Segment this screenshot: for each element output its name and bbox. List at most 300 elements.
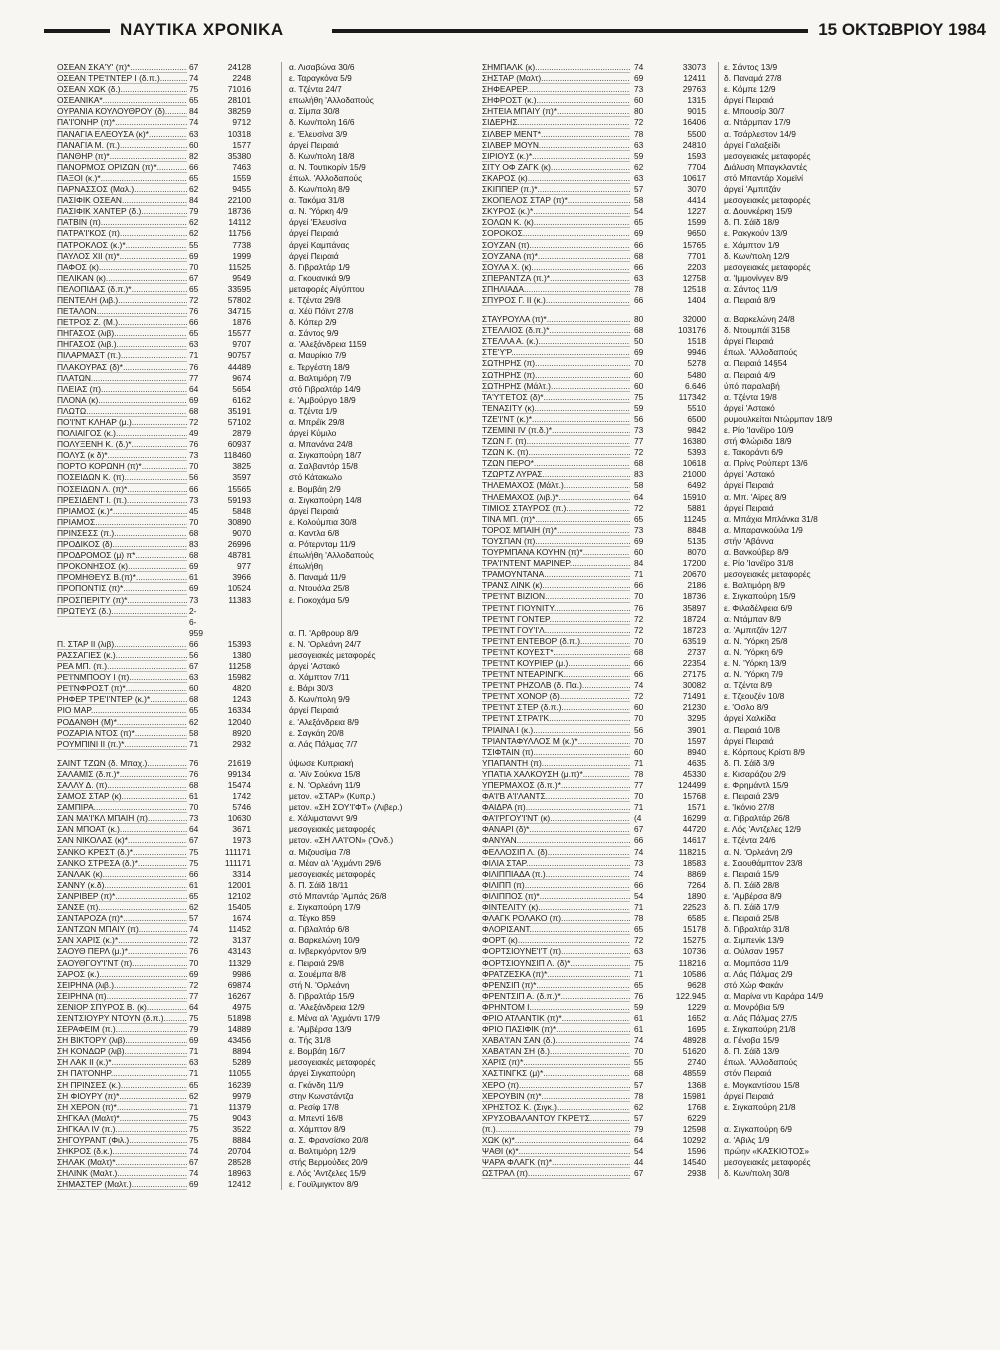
ship-name: ΦΙΝΤΕΛΙΤΥ (κ) ..... — [482, 902, 630, 913]
build-year: 71 — [189, 1101, 199, 1112]
ship-status: α. Μαυρίκιο 7/9 — [289, 350, 347, 361]
ship-name: ΦΛΑΓΚ ΡΟΛΑΚΟ (π) ..... — [482, 913, 630, 924]
build-year: 77 — [634, 436, 644, 447]
ship-name: ΣΗΚΡΟΣ (δ.κ.) ..... — [57, 1146, 187, 1157]
ship-name: ΣΑΝΤΑΡΟΖΑ (π)* ..... — [57, 913, 187, 924]
build-year: 68 — [634, 325, 644, 336]
ship-status: α. Βαρκελώνη 24/8 — [724, 314, 795, 325]
tonnage: 20670 — [682, 569, 706, 580]
ship-name: ΤΡΕ'Ι'ΝΤ ΒΙΖΙΟΝ ..... — [482, 591, 630, 602]
build-year: 84 — [634, 558, 644, 569]
build-year: 73 — [189, 494, 199, 505]
ship-status: α. 'Αμπιτζάν 12/7 — [724, 624, 788, 635]
page-header — [44, 20, 986, 44]
ship-entry — [482, 869, 952, 880]
tonnage: 16334 — [227, 705, 251, 716]
ship-status: άργεί 'Αστακό — [724, 469, 775, 480]
left-column — [57, 62, 477, 1190]
ship-status: α. Σ. Φρανσίσκο 20/8 — [289, 1135, 369, 1145]
ship-entry — [482, 414, 952, 425]
tonnage: 8940 — [687, 746, 706, 757]
build-year: 75 — [189, 84, 199, 95]
ship-status: άργεί Πειραιά — [724, 336, 774, 347]
ship-status: ε. Λός 'Αντζελες 12/9 — [724, 824, 801, 835]
ship-name: ΣΑΛΛΥ Δ. (π) ..... — [57, 780, 187, 791]
ship-entry — [57, 705, 477, 716]
ship-entry — [57, 869, 477, 880]
ship-entry — [482, 129, 952, 140]
build-year: 67 — [189, 835, 199, 846]
build-year: 56 — [634, 724, 644, 735]
ship-status: α. Μαρίνα ντι Καράρα 14/9 — [724, 990, 824, 1001]
build-year: 74 — [634, 680, 644, 691]
ship-name: ΣΑΝΣΕ (π) ..... — [57, 902, 187, 913]
ship-status: α. 'Αλεξάνδρεια 12/9 — [289, 1001, 365, 1012]
tonnage: 71491 — [682, 691, 706, 702]
ship-entry — [482, 669, 952, 680]
tonnage: 1559 — [232, 172, 251, 183]
ship-name: ΣΑΝ ΜΑ'Ι'ΚΛ ΜΠΑΙΗ (π) ..... — [57, 813, 187, 824]
ship-entry — [57, 1157, 477, 1168]
ship-status: α. Ν. 'Υόρκη 4/9 — [289, 206, 348, 217]
ship-status: α. Ρεσίφ 17/8 — [289, 1101, 339, 1112]
ship-entry — [57, 1035, 477, 1046]
ship-name: ΡΕ'Ι'ΝΜΠΟΟΥ Ι (π) ..... — [57, 672, 187, 683]
tonnage: 9015 — [687, 106, 706, 117]
tonnage: 15910 — [682, 491, 706, 502]
tonnage: 9043 — [232, 1112, 251, 1123]
ship-status: άργεί Πειραιά — [724, 480, 774, 491]
ship-entry — [57, 802, 477, 813]
ship-status: α. Γιβραλτάρ 26/8 — [724, 813, 790, 824]
build-year: 79 — [189, 206, 199, 217]
tonnage: 1597 — [687, 735, 706, 746]
build-year: 70 — [634, 635, 644, 646]
ship-status: ε. Σαγκάη 20/8 — [289, 727, 344, 738]
ship-name: ΦΟΡΤΣΙΟΥΝΕ'Ι'Τ (π) ..... — [482, 946, 630, 957]
ship-name: ΠΑΞΟΙ (κ.)* ..... — [57, 173, 187, 184]
tonnage: 48781 — [227, 550, 251, 561]
build-year: 66 — [634, 835, 644, 846]
ship-entry — [482, 492, 952, 503]
build-year: 70 — [189, 461, 199, 472]
build-year: 69 — [634, 535, 644, 546]
build-year: 66 — [189, 868, 199, 879]
build-year: 80 — [634, 106, 644, 117]
ship-status: α. Σιγκαπούρη 14/8 — [289, 494, 362, 505]
ship-status: α. Γιβλαλτάρ 6/8 — [289, 924, 350, 935]
tonnage: 6.646 — [685, 380, 706, 391]
ship-status: ε. Βάρι 30/3 — [289, 683, 334, 694]
tonnage: 15577 — [227, 328, 251, 339]
ship-name: ΥΠΑΤΙΑ ΧΑΛΚΟΥΣΗ (μ.π)* ..... — [482, 769, 630, 780]
tonnage: 21619 — [227, 757, 251, 768]
build-year: 71 — [189, 350, 199, 361]
build-year: 73 — [189, 450, 199, 461]
ship-status: ε. Κόρπους Κρίστι 8/9 — [724, 746, 805, 757]
tonnage: 10318 — [227, 128, 251, 139]
ship-entry — [57, 328, 477, 339]
ship-entry — [482, 480, 952, 491]
build-year: 61 — [189, 791, 199, 802]
build-year: 62 — [189, 1090, 199, 1101]
build-year: 65 — [189, 172, 199, 183]
ship-entry — [482, 370, 952, 381]
tonnage: 8884 — [232, 1135, 251, 1145]
tonnage: 2203 — [687, 261, 706, 272]
build-year: 54 — [634, 206, 644, 217]
ship-status: άργεί Πειραιά — [289, 250, 339, 261]
tonnage: 45330 — [682, 768, 706, 779]
ship-name: ΧΕΡΟΥΒΙΝ (π)* ..... — [482, 1091, 630, 1102]
tonnage: 34715 — [227, 306, 251, 317]
ship-status: στό Χώρ Φακάν — [724, 979, 784, 990]
ship-name: ΦΑ'Ι'Β Α'Ι'ΛΑΝΤΣ ..... — [482, 791, 630, 802]
tonnage: 9707 — [232, 339, 251, 350]
ship-status: άργεί 'Αστακό — [289, 661, 340, 672]
ship-status: μεσογειακές μεταφορές — [289, 1057, 376, 1068]
tonnage: 21000 — [682, 469, 706, 480]
ship-name: ΠΡΙΝΣΕΣΣ (π.) ..... — [57, 528, 187, 539]
ship-entry — [57, 206, 477, 217]
ship-entry — [482, 106, 952, 117]
tonnage: 6585 — [687, 913, 706, 924]
ship-name: ΠΡΩΤΕΥΣ (δ.) ..... — [57, 606, 187, 617]
ship-entry — [57, 395, 477, 406]
ship-name: ΦΟΡΤ (κ) ..... — [482, 935, 630, 946]
ship-status: άργεί Πειραιά — [724, 1090, 774, 1101]
tonnage: 57802 — [227, 294, 251, 305]
ship-name: ΠΡΙΑΜΟΣ (κ.)* ..... — [57, 506, 187, 517]
ship-entry — [482, 1168, 952, 1179]
ship-status: α. Λάς Πάλμας 27/5 — [724, 1012, 798, 1023]
ship-entry — [57, 350, 477, 361]
ship-status: επωλήθη 'Αλλοδαπούς — [289, 95, 374, 106]
ship-name: ΣΚΙΠΠΕΡ (π.)* ..... — [482, 184, 630, 195]
tonnage: 30890 — [227, 516, 251, 527]
ship-status: α. Χάμπτον 7/11 — [289, 672, 350, 683]
ship-status: ρυμουλκείται Ντώρμπαν 18/9 — [724, 413, 833, 424]
ship-name: ΠΛΕΙΑΣ (π) ..... — [57, 384, 187, 395]
ship-status: ε. Φιλαδέλφεια 6/9 — [724, 602, 793, 613]
tonnage: 8894 — [232, 1046, 251, 1057]
header-rule-left — [44, 29, 110, 33]
ship-name: ΣΟΥΖΑΝΑ (π)* ..... — [482, 251, 630, 262]
ship-name: ΠΙΛΑΡΜΑΣΤ (π.) ..... — [57, 350, 187, 361]
ship-status: α. Τσάρλεστον 14/9 — [724, 128, 796, 139]
ship-name: ΠΟΡΤΟ ΚΟΡΩΝΗ (π)* ..... — [57, 461, 187, 472]
tonnage: 1404 — [687, 294, 706, 305]
build-year: 71 — [634, 802, 644, 813]
tonnage: 69874 — [227, 979, 251, 990]
tonnage: 10586 — [682, 968, 706, 979]
ship-entry — [57, 428, 477, 439]
tonnage: 24810 — [682, 139, 706, 150]
tonnage: 2737 — [687, 646, 706, 657]
tonnage: 22523 — [682, 902, 706, 913]
build-year: 79 — [189, 1024, 199, 1035]
ship-status: ε. 'Οσλο 8/9 — [724, 702, 769, 713]
ship-name: ΧΡΗΣΤΟΣ Κ. (Σιγκ.) ..... — [482, 1102, 630, 1113]
ship-status: μεσογειακές μεταφορές — [724, 569, 811, 580]
ship-status: στή Ν. 'Ορλεάνη — [289, 979, 350, 990]
ship-entry — [482, 436, 952, 447]
tonnage: 28101 — [227, 95, 251, 106]
ship-status: α. Χάμπτον 8/9 — [289, 1123, 346, 1134]
ship-name: ΦΙΛΙΠΠ (π) ..... — [482, 880, 630, 891]
build-year: 70 — [634, 1046, 644, 1057]
ship-entry — [57, 1146, 477, 1157]
ship-name: ΣΑΝΝΥ (κ.δ) ..... — [57, 880, 187, 891]
tonnage: 124499 — [678, 780, 706, 790]
ship-status: δ. Π. Σάϊδ 17/9 — [724, 902, 780, 913]
ship-status: έπωλ. 'Αλλοδαπούς — [289, 172, 363, 183]
tonnage: 15765 — [682, 239, 706, 250]
ship-name: ΨΑΘΙ (κ)* ..... — [482, 1146, 630, 1157]
ship-name: ΟΣΕΑΝ ΤΡΕ'Ι'ΝΤΕΡ Ι (δ.π.) ..... — [57, 73, 187, 84]
tonnage: 9986 — [232, 968, 251, 979]
build-year: 64 — [634, 1135, 644, 1145]
ship-name: ΦΡΕΝΤΣΙΠ Α. (δ.π.)* ..... — [482, 991, 630, 1002]
ship-name: ΦΙΛΙΑ ΣΤΑΡ ..... — [482, 858, 630, 869]
build-year: 75 — [189, 846, 199, 857]
tonnage: 1890 — [687, 890, 706, 901]
ship-entry — [57, 1135, 477, 1146]
ship-status: στόν Πειραιά — [724, 1068, 772, 1079]
tonnage: 15275 — [682, 935, 706, 946]
build-year: 66 — [189, 317, 199, 328]
ship-status: ε. Ρακγκούν 13/9 — [724, 228, 788, 239]
build-year: 65 — [189, 705, 199, 716]
ship-name: ΣΟΥΖΑΝ (π) ..... — [482, 240, 630, 251]
tonnage: 90757 — [227, 350, 251, 361]
build-year: 62 — [189, 228, 199, 239]
tonnage: 122.945 — [675, 990, 706, 1001]
ship-name: ΤΙΜΙΟΣ ΣΤΑΥΡΟΣ (π.) ..... — [482, 503, 630, 514]
build-year: 76 — [634, 602, 644, 613]
build-year: 56 — [189, 472, 199, 483]
build-year: 69 — [634, 347, 644, 358]
ship-name: ΦΛΟΡΙΣΑΝΤ ..... — [482, 924, 630, 935]
ship-status: ε. Ν. 'Ορλεάνη 11/9 — [289, 780, 361, 790]
tonnage: 3137 — [232, 935, 251, 946]
ship-name: ΠΑΝΑΓΙΑ ΕΛΕΟΥΣΑ (κ)* ..... — [57, 129, 187, 140]
ship-name: ΤΡΕ'Ι'ΝΤ ΣΤΕΡ (δ.π.) ..... — [482, 702, 630, 713]
tonnage: 38259 — [227, 106, 251, 117]
ship-status: α. Γκάνδη 11/9 — [289, 1079, 344, 1090]
ship-status: ε. Κισαράζου 2/9 — [724, 768, 786, 779]
tonnage: 2879 — [232, 428, 251, 439]
ship-status: α. Βαρκελώνη 10/9 — [289, 935, 360, 946]
ship-status: ε. Πειραιά 25/8 — [724, 913, 779, 924]
tonnage: 35380 — [227, 150, 251, 161]
ship-status: ε. Βαλτιμόρη 8/9 — [724, 580, 786, 591]
tonnage: 16239 — [227, 1079, 251, 1090]
ship-name: ΣΗΛΙΝΚ (Μαλτ.) ..... — [57, 1168, 187, 1179]
ship-status: α. 'Αβιλς 1/9 — [724, 1135, 770, 1145]
ship-name: ΣΠΥΡΟΣ Γ. ΙΙ (κ.) ..... — [482, 295, 630, 306]
build-year: 63 — [189, 339, 199, 350]
ship-status: α. Καντλα 6/8 — [289, 527, 340, 538]
ship-entry — [57, 1113, 477, 1124]
tonnage: 9549 — [232, 272, 251, 283]
ship-status: α. Τζέντα 1/9 — [289, 405, 338, 416]
build-year: 75 — [189, 1112, 199, 1123]
ship-entry — [482, 713, 952, 724]
ship-name: ΧΑΒΑ'Ι'ΑΝ ΣΑΝ (δ.) ..... — [482, 1035, 630, 1046]
build-year: 72 — [189, 979, 199, 990]
ship-name: ΣΑΝΛΑΚ (κ) ..... — [57, 869, 187, 880]
ship-status: άργεί Γαλαξείδι — [724, 139, 780, 150]
ship-status: δ. Κων/πολη 16/6 — [289, 117, 355, 128]
ship-entry — [57, 1046, 477, 1057]
tonnage: 51620 — [682, 1046, 706, 1057]
tonnage: 1571 — [687, 802, 706, 813]
tonnage: 3522 — [232, 1123, 251, 1134]
ship-status: δ. Κων/πολη 9/9 — [289, 694, 350, 705]
tonnage: 6500 — [687, 413, 706, 424]
build-year: 72 — [189, 935, 199, 946]
tonnage: 33073 — [682, 62, 706, 72]
ship-entry — [57, 129, 477, 140]
tonnage: 15982 — [227, 672, 251, 683]
ship-name: ΧΑΡΙΣ (π)* ..... — [482, 1057, 630, 1068]
tonnage: 21230 — [682, 702, 706, 713]
ship-name: ΣΗ ΠΡΙΝΣΕΣ (κ.) ..... — [57, 1080, 187, 1091]
ship-name: ΠΟΛΙΑΙΓΟΣ (κ.) ..... — [57, 428, 187, 439]
ship-name: ΤΟΥΡΜΠΑΝΑ ΚΟΥΗΝ (π)* ..... — [482, 547, 630, 558]
ship-name: ΣΑΝΡΙΒΕΡ (π)* ..... — [57, 891, 187, 902]
build-year: 68 — [189, 780, 199, 790]
ship-name: ΠΟΣΕΙΔΩΝ Κ. (π) ..... — [57, 472, 187, 483]
ship-name: ΡΟΥΜΠΙΝΙ ΙΙ (π.)* ..... — [57, 739, 187, 750]
ship-entry — [482, 458, 952, 469]
ship-entry — [482, 603, 952, 614]
tonnage: 17200 — [682, 558, 706, 569]
ship-entry — [482, 847, 952, 858]
build-year: 73 — [634, 425, 644, 435]
ship-status: δ. Γιβραλτάρ 15/9 — [289, 990, 355, 1001]
build-year: 59 — [634, 402, 644, 413]
build-year: 65 — [634, 979, 644, 990]
build-year: 83 — [634, 469, 644, 480]
build-year: 72 — [634, 447, 644, 458]
tonnage: 43456 — [227, 1035, 251, 1046]
build-year: 66 — [634, 294, 644, 305]
ship-entry — [482, 1091, 952, 1102]
ship-name: ΣΗΜΠΑΛΚ (κ) ..... — [482, 62, 630, 73]
ship-entry — [482, 791, 952, 802]
ship-status: μεσογειακές μεταφορές — [724, 150, 811, 161]
ship-name: ΠΟΣΕΙΔΩΝ Λ. (π)* ..... — [57, 484, 187, 495]
build-year: 68 — [634, 1068, 644, 1079]
ship-status: δ. Π. Σάϊδ 28/8 — [724, 879, 780, 890]
tonnage: 15474 — [227, 780, 251, 790]
tonnage: 5289 — [232, 1057, 251, 1068]
build-year: 75 — [634, 391, 644, 402]
build-year: 57 — [634, 1112, 644, 1123]
ship-entry — [57, 251, 477, 262]
build-year: 63 — [189, 1057, 199, 1068]
build-year: 70 — [634, 358, 644, 369]
ship-entry — [57, 439, 477, 450]
ship-entry — [482, 625, 952, 636]
build-year: 63 — [634, 172, 644, 183]
tonnage: 18724 — [682, 613, 706, 624]
ship-entry — [57, 739, 477, 750]
ship-name: ΠΑΝΘΗΡ (π)* ..... — [57, 151, 187, 162]
ship-entry — [57, 824, 477, 835]
ship-name: ΠΕΤΡΟΣ Ζ. (Μ.) ..... — [57, 317, 187, 328]
ship-status: ε. Ρίο 'Ιανέϊρο 10/9 — [724, 425, 794, 435]
build-year: 69 — [189, 1179, 199, 1190]
ship-entry — [57, 572, 477, 583]
ship-name: ΣΤΕΛΛΙΟΣ (δ.π.)* ..... — [482, 325, 630, 336]
ship-entry — [482, 84, 952, 95]
tonnage: 5746 — [232, 802, 251, 813]
ship-name: ΠΕΛΙΚΑΝ (κ) ..... — [57, 273, 187, 284]
ship-entry — [57, 228, 477, 239]
build-year: 65 — [634, 924, 644, 935]
ship-status: στήν 'Αβάννα — [724, 535, 774, 546]
tonnage: 15178 — [682, 924, 706, 935]
ship-status: α. Ρότερνταμ 11/9 — [289, 539, 356, 550]
ship-name: ΠΡΟΠΟΝΤΙΣ (π)* ..... — [57, 583, 187, 594]
tonnage: 2186 — [687, 580, 706, 591]
tonnage: 44489 — [227, 361, 251, 372]
build-year: 72 — [634, 691, 644, 702]
ship-status: α. Πειραιά 4/9 — [724, 369, 776, 380]
ship-status: ε. Πειραιά 15/9 — [724, 868, 779, 879]
ship-status: α. Δουνκέρκη 15/9 — [724, 206, 793, 217]
build-year: 69 — [189, 1035, 199, 1046]
build-year: 79 — [634, 1123, 644, 1134]
ship-status: μεσογειακές μεταφορές — [724, 1157, 811, 1168]
build-year: 55 — [634, 1057, 644, 1068]
ship-entry — [482, 184, 952, 195]
build-year: 74 — [189, 1168, 199, 1179]
tonnage: 1999 — [232, 250, 251, 261]
ship-name: ΣΕΡΑΦΕΙΜ (π.) ..... — [57, 1024, 187, 1035]
ship-entry — [57, 317, 477, 328]
ship-entry — [57, 639, 477, 650]
build-year: 62 — [189, 217, 199, 228]
ship-name: ΤΡΑΝΣ ΛΙΝΚ (κ) ..... — [482, 580, 630, 591]
ship-name: ΤΡΕ'Ι'ΝΤ ΧΟΝΟΡ (δ) ..... — [482, 691, 630, 702]
ship-status: στό Μπαντάρ 'Αμπάς 26/8 — [289, 890, 387, 901]
ship-entry — [57, 1068, 477, 1079]
ship-entry — [482, 228, 952, 239]
build-year: 71 — [634, 968, 644, 979]
tonnage: 9628 — [687, 979, 706, 990]
tonnage: 18736 — [227, 206, 251, 217]
build-year: 66 — [634, 879, 644, 890]
ship-entry — [482, 503, 952, 514]
build-year: 65 — [189, 1079, 199, 1090]
tonnage: 99134 — [227, 768, 251, 779]
ship-entry — [482, 1135, 952, 1146]
ship-status: ε. Χάλιμστανντ 9/9 — [289, 813, 358, 824]
ship-name: ΤΡΕ'Ι'ΝΤ ΓΟΝΤΕΡ ..... — [482, 614, 630, 625]
ship-status: α. Σίμπα 30/8 — [289, 106, 340, 117]
ship-status: α. Μπ. 'Αϊρες 8/9 — [724, 491, 787, 502]
ship-name: ΣΟΡΟΚΟΣ ..... — [482, 228, 630, 239]
ship-entry — [482, 758, 952, 769]
ship-entry — [57, 913, 477, 924]
tonnage: 118216 — [678, 957, 706, 968]
ship-entry — [57, 791, 477, 802]
tonnage: 7704 — [687, 161, 706, 172]
